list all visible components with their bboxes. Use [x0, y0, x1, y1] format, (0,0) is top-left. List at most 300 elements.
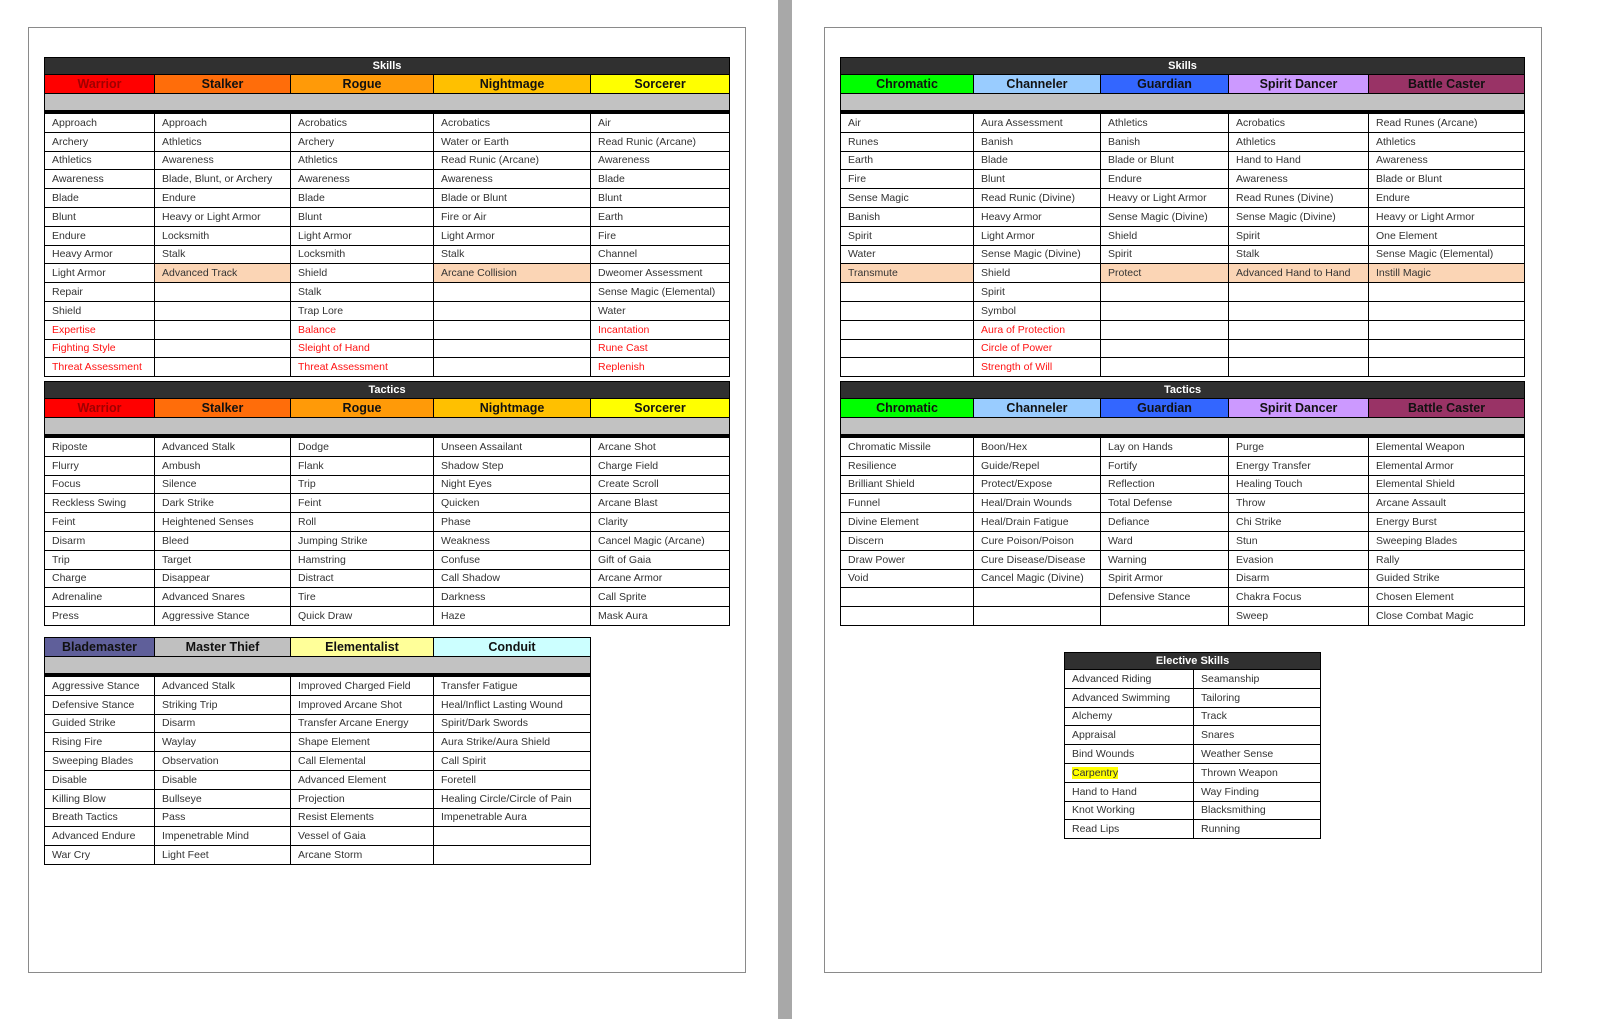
- table-cell: Lay on Hands: [1101, 436, 1229, 456]
- table-cell: Spirit/Dark Swords: [434, 714, 591, 733]
- table-cell: [1229, 301, 1369, 320]
- left-advanced-classes-table: [44, 637, 591, 865]
- table-cell: Earth: [591, 207, 730, 226]
- table-cell: Defiance: [1101, 513, 1229, 532]
- table-row: [841, 588, 1525, 607]
- table-cell: Blade: [974, 151, 1101, 170]
- table-row: [45, 494, 730, 513]
- table-cell: [841, 320, 974, 339]
- table-cell: Sense Magic (Divine): [974, 245, 1101, 264]
- table-cell: Athletics: [45, 151, 155, 170]
- table-cell: Phase: [434, 513, 591, 532]
- class-header: Chromatic: [841, 75, 974, 94]
- table-row: [1065, 670, 1321, 689]
- table-row: [45, 714, 591, 733]
- table-cell: [841, 339, 974, 358]
- class-header: Warrior: [45, 399, 155, 418]
- table-cell: Cure Poison/Poison: [974, 531, 1101, 550]
- table-cell: Shield: [1101, 226, 1229, 245]
- table-cell: [1101, 607, 1229, 626]
- table-row: [45, 550, 730, 569]
- table-cell: Funnel: [841, 494, 974, 513]
- separator-band: [841, 94, 1525, 113]
- table-cell: Total Defense: [1101, 494, 1229, 513]
- table-cell: Divine Element: [841, 513, 974, 532]
- table-cell: Hand to Hand: [1065, 782, 1194, 801]
- table-cell: Close Combat Magic: [1369, 607, 1525, 626]
- table-cell: Threat Assessment: [45, 358, 155, 377]
- table-cell: Trip: [45, 550, 155, 569]
- table-cell: [434, 320, 591, 339]
- highlighted-text: Carpentry: [1072, 766, 1119, 779]
- table-cell: Improved Arcane Shot: [291, 695, 434, 714]
- table-cell: Dark Strike: [155, 494, 291, 513]
- table-cell: Symbol: [974, 301, 1101, 320]
- table-cell: Chi Strike: [1229, 513, 1369, 532]
- class-header: Battle Caster: [1369, 75, 1525, 94]
- table-cell: Blunt: [45, 207, 155, 226]
- table-cell: Fighting Style: [45, 339, 155, 358]
- table-row: [45, 569, 730, 588]
- table-cell: Foretell: [434, 770, 591, 789]
- table-cell: Transfer Arcane Energy: [291, 714, 434, 733]
- table-cell: Air: [591, 112, 730, 132]
- table-cell: Heightened Senses: [155, 513, 291, 532]
- table-cell: [841, 301, 974, 320]
- table-cell: Endure: [1369, 189, 1525, 208]
- table-row: [841, 283, 1525, 302]
- table-cell: Shadow Step: [434, 456, 591, 475]
- table-cell: Spirit: [841, 226, 974, 245]
- table-cell: Acrobatics: [434, 112, 591, 132]
- table-cell: Energy Burst: [1369, 513, 1525, 532]
- left-skills-table: [44, 57, 730, 377]
- table-cell: Snares: [1194, 726, 1321, 745]
- table-cell: Purge: [1229, 436, 1369, 456]
- table-row: [841, 320, 1525, 339]
- table-cell: Water: [841, 245, 974, 264]
- table-cell: Ambush: [155, 456, 291, 475]
- table-cell: Disarm: [1229, 569, 1369, 588]
- table-cell: Healing Touch: [1229, 475, 1369, 494]
- table-cell: Ward: [1101, 531, 1229, 550]
- table-row: [841, 550, 1525, 569]
- table-row: [45, 358, 730, 377]
- table-cell: Call Elemental: [291, 752, 434, 771]
- class-header: Guardian: [1101, 75, 1229, 94]
- table-cell: Air: [841, 112, 974, 132]
- table-cell: Advanced Track: [155, 264, 291, 283]
- table-cell: [1229, 339, 1369, 358]
- table-row: [45, 339, 730, 358]
- table-cell: Rally: [1369, 550, 1525, 569]
- table-cell: Read Runes (Divine): [1229, 189, 1369, 208]
- table-cell: Tire: [291, 588, 434, 607]
- table-cell: Blunt: [974, 170, 1101, 189]
- table-cell: [1065, 763, 1194, 782]
- table-row: [841, 607, 1525, 626]
- table-cell: [1229, 320, 1369, 339]
- class-header: Channeler: [974, 75, 1101, 94]
- table-cell: Fire or Air: [434, 207, 591, 226]
- table-cell: Sense Magic (Divine): [1229, 207, 1369, 226]
- table-cell: [155, 301, 291, 320]
- table-cell: Sleight of Hand: [291, 339, 434, 358]
- table-cell: Heavy or Light Armor: [1369, 207, 1525, 226]
- table-row: [45, 789, 591, 808]
- separator-band: [45, 94, 730, 113]
- class-header: Nightmage: [434, 399, 591, 418]
- table-cell: Endure: [1101, 170, 1229, 189]
- table-cell: Read Runic (Arcane): [591, 132, 730, 151]
- table-row: [841, 513, 1525, 532]
- table-cell: Stalk: [1229, 245, 1369, 264]
- table-cell: [1369, 301, 1525, 320]
- table-row: [841, 132, 1525, 151]
- table-cell: Spirit: [974, 283, 1101, 302]
- table-row: [841, 112, 1525, 132]
- table-row: [45, 112, 730, 132]
- table-row: [45, 733, 591, 752]
- table-row: [45, 770, 591, 789]
- table-row: [45, 675, 591, 695]
- class-header: Sorcerer: [591, 399, 730, 418]
- table-cell: Awareness: [1229, 170, 1369, 189]
- table-row: [45, 695, 591, 714]
- table-cell: Seamanship: [1194, 670, 1321, 689]
- table-cell: [974, 607, 1101, 626]
- table-cell: Cancel Magic (Arcane): [591, 531, 730, 550]
- table-cell: Incantation: [591, 320, 730, 339]
- table-cell: Disable: [45, 770, 155, 789]
- table-cell: One Element: [1369, 226, 1525, 245]
- table-cell: Call Shadow: [434, 569, 591, 588]
- class-header: Spirit Dancer: [1229, 75, 1369, 94]
- table-cell: Sense Magic (Elemental): [591, 283, 730, 302]
- table-row: [841, 475, 1525, 494]
- table-cell: [155, 320, 291, 339]
- table-cell: Advanced Swimming: [1065, 688, 1194, 707]
- table-cell: Appraisal: [1065, 726, 1194, 745]
- table-cell: Elemental Shield: [1369, 475, 1525, 494]
- table-row: [45, 189, 730, 208]
- table-cell: Tailoring: [1194, 688, 1321, 707]
- table-cell: Sweeping Blades: [45, 752, 155, 771]
- class-header: Spirit Dancer: [1229, 399, 1369, 418]
- table-row: [841, 339, 1525, 358]
- table-cell: Rising Fire: [45, 733, 155, 752]
- table-cell: Reckless Swing: [45, 494, 155, 513]
- class-header: Stalker: [155, 399, 291, 418]
- table-cell: Awareness: [155, 151, 291, 170]
- table-row: [45, 531, 730, 550]
- table-cell: Blunt: [291, 207, 434, 226]
- table-cell: Call Spirit: [434, 752, 591, 771]
- table-cell: [434, 827, 591, 846]
- table-cell: Breath Tactics: [45, 808, 155, 827]
- table-cell: Charge: [45, 569, 155, 588]
- table-cell: Chakra Focus: [1229, 588, 1369, 607]
- table-cell: Darkness: [434, 588, 591, 607]
- table-cell: Evasion: [1229, 550, 1369, 569]
- table-cell: Archery: [291, 132, 434, 151]
- table-cell: Aggressive Stance: [155, 607, 291, 626]
- table-cell: Arcane Assault: [1369, 494, 1525, 513]
- table-cell: Elemental Weapon: [1369, 436, 1525, 456]
- table-row: [45, 226, 730, 245]
- table-cell: Arcane Blast: [591, 494, 730, 513]
- table-cell: Call Sprite: [591, 588, 730, 607]
- table-cell: Replenish: [591, 358, 730, 377]
- table-row: [841, 358, 1525, 377]
- table-cell: Strength of Will: [974, 358, 1101, 377]
- table-row: [841, 189, 1525, 208]
- table-cell: Weather Sense: [1194, 745, 1321, 764]
- table-cell: Advanced Hand to Hand: [1229, 264, 1369, 283]
- table-title: Tactics: [45, 382, 730, 399]
- separator-band: [45, 418, 730, 437]
- table-cell: Sweeping Blades: [1369, 531, 1525, 550]
- table-cell: Knot Working: [1065, 801, 1194, 820]
- table-cell: Flurry: [45, 456, 155, 475]
- table-cell: Focus: [45, 475, 155, 494]
- table-cell: Approach: [155, 112, 291, 132]
- table-row: [45, 827, 591, 846]
- table-row: [45, 475, 730, 494]
- table-row: [45, 245, 730, 264]
- table-cell: Heal/Drain Fatigue: [974, 513, 1101, 532]
- table-cell: Running: [1194, 820, 1321, 839]
- table-cell: Arcane Armor: [591, 569, 730, 588]
- table-cell: Awareness: [291, 170, 434, 189]
- table-cell: Disarm: [45, 531, 155, 550]
- table-cell: Chosen Element: [1369, 588, 1525, 607]
- table-cell: Flank: [291, 456, 434, 475]
- table-cell: Feint: [291, 494, 434, 513]
- table-cell: Light Armor: [45, 264, 155, 283]
- table-row: [45, 283, 730, 302]
- table-cell: Aura of Protection: [974, 320, 1101, 339]
- table-cell: Awareness: [591, 151, 730, 170]
- table-cell: Protect/Expose: [974, 475, 1101, 494]
- table-cell: Silence: [155, 475, 291, 494]
- table-cell: Advanced Snares: [155, 588, 291, 607]
- table-cell: [1101, 358, 1229, 377]
- table-cell: Light Armor: [291, 226, 434, 245]
- table-cell: Threat Assessment: [291, 358, 434, 377]
- table-cell: Acrobatics: [291, 112, 434, 132]
- table-row: [45, 588, 730, 607]
- class-header: Guardian: [1101, 399, 1229, 418]
- table-cell: Blunt: [591, 189, 730, 208]
- class-header: Chromatic: [841, 399, 974, 418]
- table-cell: Jumping Strike: [291, 531, 434, 550]
- table-cell: Arcane Shot: [591, 436, 730, 456]
- table-cell: Heal/Inflict Lasting Wound: [434, 695, 591, 714]
- table-cell: Resist Elements: [291, 808, 434, 827]
- table-cell: Cure Disease/Disease: [974, 550, 1101, 569]
- table-cell: Chromatic Missile: [841, 436, 974, 456]
- table-cell: Blade: [291, 189, 434, 208]
- table-cell: Impenetrable Aura: [434, 808, 591, 827]
- table-cell: Heal/Drain Wounds: [974, 494, 1101, 513]
- table-cell: Quicken: [434, 494, 591, 513]
- table-cell: Disappear: [155, 569, 291, 588]
- table-cell: Aura Assessment: [974, 112, 1101, 132]
- table-cell: Brilliant Shield: [841, 475, 974, 494]
- table-cell: War Cry: [45, 846, 155, 865]
- table-cell: [434, 846, 591, 865]
- table-cell: Thrown Weapon: [1194, 763, 1321, 782]
- table-cell: [434, 358, 591, 377]
- table-row: [45, 808, 591, 827]
- table-cell: Confuse: [434, 550, 591, 569]
- table-cell: Awareness: [434, 170, 591, 189]
- table-row: [45, 132, 730, 151]
- table-cell: Energy Transfer: [1229, 456, 1369, 475]
- table-cell: Fortify: [1101, 456, 1229, 475]
- table-cell: Athletics: [1369, 132, 1525, 151]
- table-cell: Endure: [45, 226, 155, 245]
- table-cell: Healing Circle/Circle of Pain: [434, 789, 591, 808]
- table-cell: Light Feet: [155, 846, 291, 865]
- table-cell: Disarm: [155, 714, 291, 733]
- table-row: [45, 607, 730, 626]
- class-header: Nightmage: [434, 75, 591, 94]
- table-title: Elective Skills: [1065, 653, 1321, 670]
- table-cell: [841, 358, 974, 377]
- table-cell: Heavy Armor: [45, 245, 155, 264]
- table-title: Skills: [841, 58, 1525, 75]
- table-cell: Water: [591, 301, 730, 320]
- table-cell: [1101, 301, 1229, 320]
- table-row: [45, 846, 591, 865]
- table-row: [841, 207, 1525, 226]
- table-cell: Killing Blow: [45, 789, 155, 808]
- table-cell: Athletics: [1229, 132, 1369, 151]
- table-cell: Throw: [1229, 494, 1369, 513]
- table-cell: [1101, 283, 1229, 302]
- table-cell: Projection: [291, 789, 434, 808]
- table-cell: Advanced Element: [291, 770, 434, 789]
- table-row: [45, 170, 730, 189]
- table-cell: Defensive Stance: [45, 695, 155, 714]
- table-cell: [1369, 283, 1525, 302]
- table-cell: Blade: [591, 170, 730, 189]
- table-cell: [1369, 358, 1525, 377]
- table-cell: Sense Magic (Elemental): [1369, 245, 1525, 264]
- table-cell: Awareness: [1369, 151, 1525, 170]
- table-cell: Transfer Fatigue: [434, 675, 591, 695]
- table-cell: Read Runes (Arcane): [1369, 112, 1525, 132]
- table-cell: [841, 607, 974, 626]
- table-title: Skills: [45, 58, 730, 75]
- table-cell: Arcane Storm: [291, 846, 434, 865]
- table-row: [1065, 707, 1321, 726]
- table-cell: Target: [155, 550, 291, 569]
- table-cell: [841, 588, 974, 607]
- table-cell: Hamstring: [291, 550, 434, 569]
- table-cell: Riposte: [45, 436, 155, 456]
- table-cell: Locksmith: [291, 245, 434, 264]
- table-cell: Advanced Stalk: [155, 675, 291, 695]
- table-cell: Read Runic (Arcane): [434, 151, 591, 170]
- table-row: [841, 456, 1525, 475]
- table-cell: Athletics: [1101, 112, 1229, 132]
- table-cell: Mask Aura: [591, 607, 730, 626]
- table-cell: Gift of Gaia: [591, 550, 730, 569]
- table-cell: Shape Element: [291, 733, 434, 752]
- table-cell: Stalk: [291, 283, 434, 302]
- table-cell: Balance: [291, 320, 434, 339]
- page-gutter: [778, 0, 792, 1019]
- table-cell: [974, 588, 1101, 607]
- table-cell: Dodge: [291, 436, 434, 456]
- class-header: Conduit: [434, 638, 591, 657]
- table-cell: Boon/Hex: [974, 436, 1101, 456]
- table-cell: Hand to Hand: [1229, 151, 1369, 170]
- table-cell: [1369, 339, 1525, 358]
- table-cell: Pass: [155, 808, 291, 827]
- table-row: [841, 494, 1525, 513]
- table-cell: Track: [1194, 707, 1321, 726]
- table-cell: Archery: [45, 132, 155, 151]
- elective-skills-table: [1064, 652, 1321, 839]
- table-cell: Advanced Riding: [1065, 670, 1194, 689]
- table-cell: Bleed: [155, 531, 291, 550]
- table-cell: Improved Charged Field: [291, 675, 434, 695]
- table-cell: Observation: [155, 752, 291, 771]
- table-cell: [1101, 320, 1229, 339]
- table-cell: Spirit: [1101, 245, 1229, 264]
- table-cell: Void: [841, 569, 974, 588]
- table-cell: Blade, Blunt, or Archery: [155, 170, 291, 189]
- table-cell: Discern: [841, 531, 974, 550]
- table-cell: Approach: [45, 112, 155, 132]
- table-cell: Distract: [291, 569, 434, 588]
- table-row: [1065, 782, 1321, 801]
- table-cell: Night Eyes: [434, 475, 591, 494]
- table-cell: Advanced Endure: [45, 827, 155, 846]
- table-cell: Instill Magic: [1369, 264, 1525, 283]
- table-cell: Cancel Magic (Divine): [974, 569, 1101, 588]
- class-header: Sorcerer: [591, 75, 730, 94]
- table-row: [841, 226, 1525, 245]
- table-row: [45, 436, 730, 456]
- table-row: [1065, 726, 1321, 745]
- table-cell: Sense Magic (Divine): [1101, 207, 1229, 226]
- table-cell: Alchemy: [1065, 707, 1194, 726]
- right-skills-table: [840, 57, 1525, 377]
- table-cell: Charge Field: [591, 456, 730, 475]
- class-header: Rogue: [291, 75, 434, 94]
- table-cell: Arcane Collision: [434, 264, 591, 283]
- table-cell: Banish: [1101, 132, 1229, 151]
- table-cell: Spirit: [1229, 226, 1369, 245]
- class-header: Channeler: [974, 399, 1101, 418]
- class-header: Battle Caster: [1369, 399, 1525, 418]
- table-cell: [155, 339, 291, 358]
- table-cell: Blade or Blunt: [1369, 170, 1525, 189]
- table-row: [1065, 688, 1321, 707]
- table-row: [841, 264, 1525, 283]
- separator-band: [45, 657, 591, 676]
- table-cell: Warning: [1101, 550, 1229, 569]
- class-header: Warrior: [45, 75, 155, 94]
- table-cell: Read Lips: [1065, 820, 1194, 839]
- table-row: [841, 301, 1525, 320]
- table-title: Tactics: [841, 382, 1525, 399]
